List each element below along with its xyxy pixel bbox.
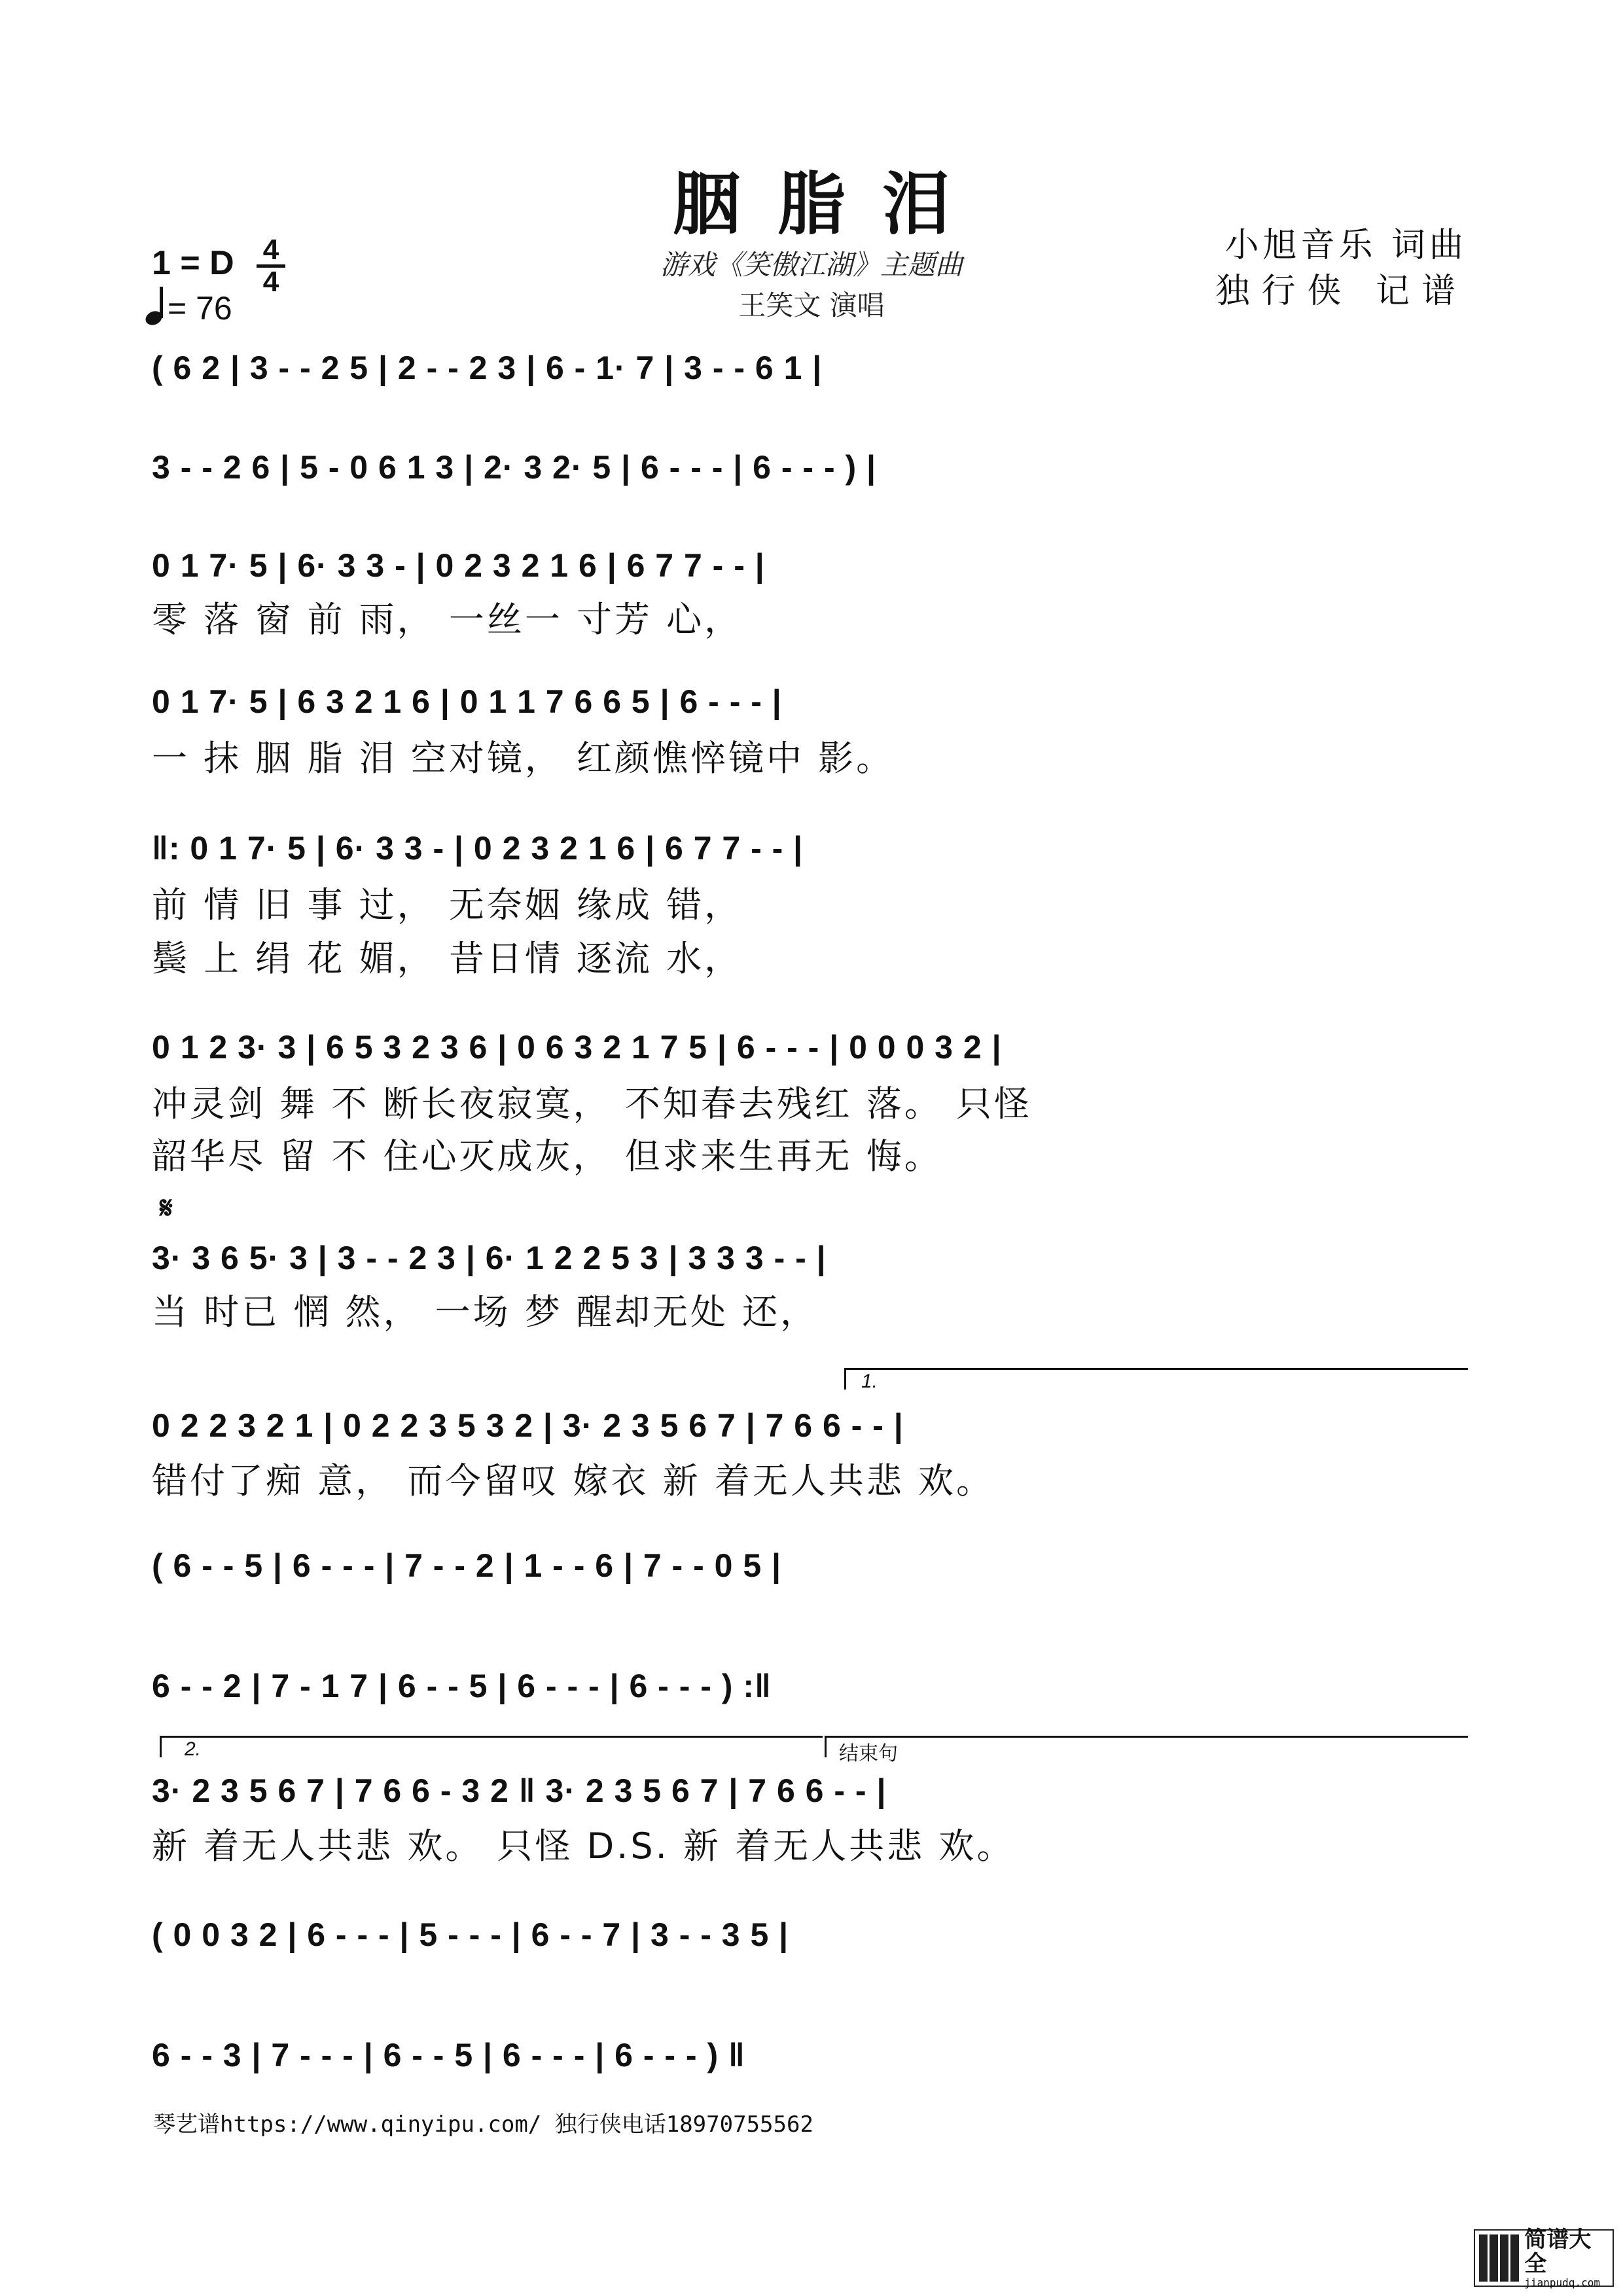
watermark-url: jianpudq.com — [1524, 2276, 1600, 2289]
key-signature: 1 = D — [152, 244, 234, 282]
piano-keys-icon — [1479, 2234, 1519, 2282]
notation-line-13: 6 - - 3 | 7 - - - | 6 - - 5 | 6 - - - | 6 - - - ) ‖ — [152, 2037, 745, 2073]
volta-bracket-1 — [844, 1368, 1468, 1390]
notation-line-11: 3· 2 3 5 6 7 | 7 6 6 - 3 2 ‖ 3· 2 3 5 6 7 | 7 6 6 - - | — [152, 1772, 887, 1809]
notation-line-7: 3· 3 6 5· 3 | 3 - - 2 3 | 6· 1 2 2 5 3 | 3 3 3 - - | — [152, 1240, 827, 1276]
segno-mark: 𝄋 — [160, 1190, 173, 1225]
lyric-line-7: 当 时已 惘 然， 一场 梦 醒却无处 还， — [152, 1291, 819, 1333]
notation-line-3: 0 1 7· 5 | 6· 3 3 - | 0 2 3 2 1 6 | 6 7 7 - - | — [152, 547, 765, 584]
notation-line-9: ( 6 - - 5 | 6 - - - | 7 - - 2 | 1 - - 6 | 7 - - 0 5 | — [152, 1547, 782, 1584]
notation-line-8: 0 2 2 3 2 1 | 0 2 2 3 5 3 2 | 3· 2 3 5 6 7 | 7 6 6 - - | — [152, 1407, 904, 1444]
time-numerator: 4 — [257, 237, 285, 268]
subtitle: 游戏《笑傲江湖》主题曲 — [660, 249, 963, 281]
notation-line-6: 0 1 2 3· 3 | 6 5 3 2 3 6 | 0 6 3 2 1 7 5 | 6 - - - | 0 0 0 3 2 | — [152, 1029, 1002, 1066]
notation-line-1: ( 6 2 | 3 - - 2 5 | 2 - - 2 3 | 6 - 1· 7 | 3 - - 6 1 | — [152, 350, 823, 386]
volta-label-2: 2. — [185, 1738, 202, 1760]
lyric-line-6a: 冲灵剑 舞 不 断长夜寂寞， 不知春去残红 落。 只怪 — [152, 1083, 1032, 1124]
volta-bracket-2 — [160, 1736, 823, 1757]
lyricist-composer-credit: 小旭音乐 词曲 — [1224, 226, 1467, 265]
quarter-note-icon — [145, 288, 168, 325]
footer-source: 琴艺谱https://www.qinyipu.com/ 独行侠电话18970755562 — [153, 2111, 813, 2138]
volta-label-1: 1. — [861, 1371, 878, 1392]
watermark-logo — [1474, 2226, 1614, 2289]
time-denominator: 4 — [262, 266, 279, 298]
lyric-line-8: 错付了痴 意， 而今留叹 嫁衣 新 着无人共悲 欢。 — [152, 1460, 994, 1501]
singer-credit: 王笑文 演唱 — [738, 289, 885, 321]
lyric-line-6b: 韶华尽 留 不 住心灭成灰， 但求来生再无 悔。 — [152, 1136, 942, 1177]
transcriber-credit: 独行侠 记谱 — [1215, 272, 1467, 311]
lyric-line-4: 一 抹 胭 脂 泪 空对镜， 红颜憔悴镜中 影。 — [152, 738, 895, 779]
lyric-line-5b: 鬓 上 绢 花 媚， 昔日情 逐流 水， — [152, 938, 743, 979]
page-title: 胭脂泪 — [672, 164, 987, 244]
notation-line-10: 6 - - 2 | 7 - 1 7 | 6 - - 5 | 6 - - - | 6 - - - ) :‖ — [152, 1668, 772, 1704]
ending-label: 结束句 — [839, 1742, 898, 1765]
time-signature — [257, 234, 285, 298]
tempo-marking — [145, 288, 232, 327]
notation-line-12: ( 0 0 3 2 | 6 - - - | 5 - - - | 6 - - 7 | 3 - - 3 5 | — [152, 1916, 789, 1953]
tempo-value: = 76 — [168, 290, 232, 327]
ending-bracket — [825, 1736, 1468, 1757]
notation-line-5: ‖: 0 1 7· 5 | 6· 3 3 - | 0 2 3 2 1 6 | 6 7 7 - - | — [152, 830, 804, 867]
lyric-line-5a: 前 情 旧 事 过， 无奈姻 缘成 错， — [152, 884, 743, 925]
notation-line-4: 0 1 7· 5 | 6 3 2 1 6 | 0 1 1 7 6 6 5 | 6 - - - | — [152, 683, 782, 720]
lyric-line-3: 零 落 窗 前 雨， 一丝一 寸芳 心， — [152, 599, 743, 640]
watermark-name: 简谱大全 — [1524, 2226, 1592, 2278]
lyric-line-11: 新 着无人共悲 欢。 只怪 D.S. 新 着无人共悲 欢。 — [152, 1825, 1015, 1867]
notation-line-2: 3 - - 2 6 | 5 - 0 6 1 3 | 2· 3 2· 5 | 6 - - - | 6 - - - ) | — [152, 449, 877, 486]
